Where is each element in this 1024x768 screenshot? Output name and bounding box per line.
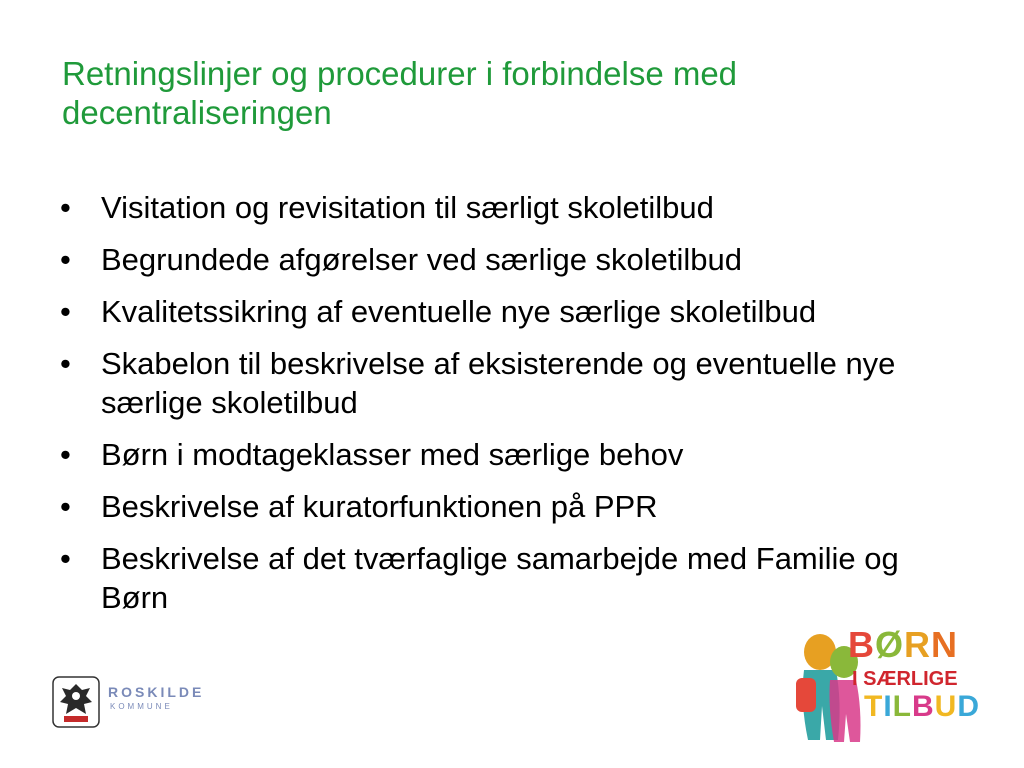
logo-letter: I <box>883 690 893 723</box>
bullet-item <box>60 240 960 279</box>
logo-letter: R <box>904 624 932 665</box>
logo-word-i-saerlige: I SÆRLIGE <box>852 668 958 690</box>
bullet-text: Skabelon til beskrivelse af eksisterende og eventuelle nye særlige skoletilbud <box>101 346 896 420</box>
bullet-icon: • <box>60 489 71 524</box>
logo-subtitle: KOMMUNE <box>110 702 173 711</box>
bullet-list <box>60 188 960 630</box>
bullet-icon: • <box>60 294 71 329</box>
coat-of-arms-icon <box>52 676 100 728</box>
logo-letter: U <box>934 690 958 723</box>
slide-title: Retningslinjer og procedurer i forbindelse med decentraliseringen <box>62 55 738 131</box>
bullet-item <box>60 292 960 331</box>
bullet-text: Beskrivelse af det tværfaglige samarbejde med Familie og Børn <box>101 541 899 615</box>
bullet-item <box>60 188 960 227</box>
bullet-icon: • <box>60 541 71 576</box>
bullet-icon: • <box>60 190 71 225</box>
bullet-text: Visitation og revisitation til særligt skoletilbud <box>101 190 714 225</box>
bullet-item <box>60 539 960 617</box>
bullet-icon: • <box>60 437 71 472</box>
logo-name: ROSKILDE <box>108 684 205 700</box>
logo-letter: T <box>864 690 884 723</box>
born-i-saerlige-tilbud-logo <box>790 622 980 746</box>
bullet-item <box>60 487 960 526</box>
logo-letter: N <box>931 624 959 665</box>
bullet-icon: • <box>60 346 71 381</box>
roskilde-logo <box>52 676 222 728</box>
logo-letter: B <box>848 624 875 665</box>
bullet-item <box>60 435 960 474</box>
logo-letter: B <box>912 690 935 723</box>
bullet-text: Beskrivelse af kuratorfunktionen på PPR <box>101 489 658 524</box>
bullet-text: Kvalitetssikring af eventuelle nye særlige skoletilbud <box>101 294 817 329</box>
bullet-icon: • <box>60 242 71 277</box>
bullet-text: Begrundede afgørelser ved særlige skoletilbud <box>101 242 743 277</box>
logo-letter: D <box>957 690 981 723</box>
logo-letter: Ø <box>875 624 905 665</box>
logo-word-tilbud <box>864 690 980 724</box>
bullet-item <box>60 344 960 422</box>
logo-letter: L <box>892 690 912 723</box>
bullet-text: Børn i modtageklasser med særlige behov <box>101 437 684 472</box>
logo-word-born <box>848 624 958 666</box>
